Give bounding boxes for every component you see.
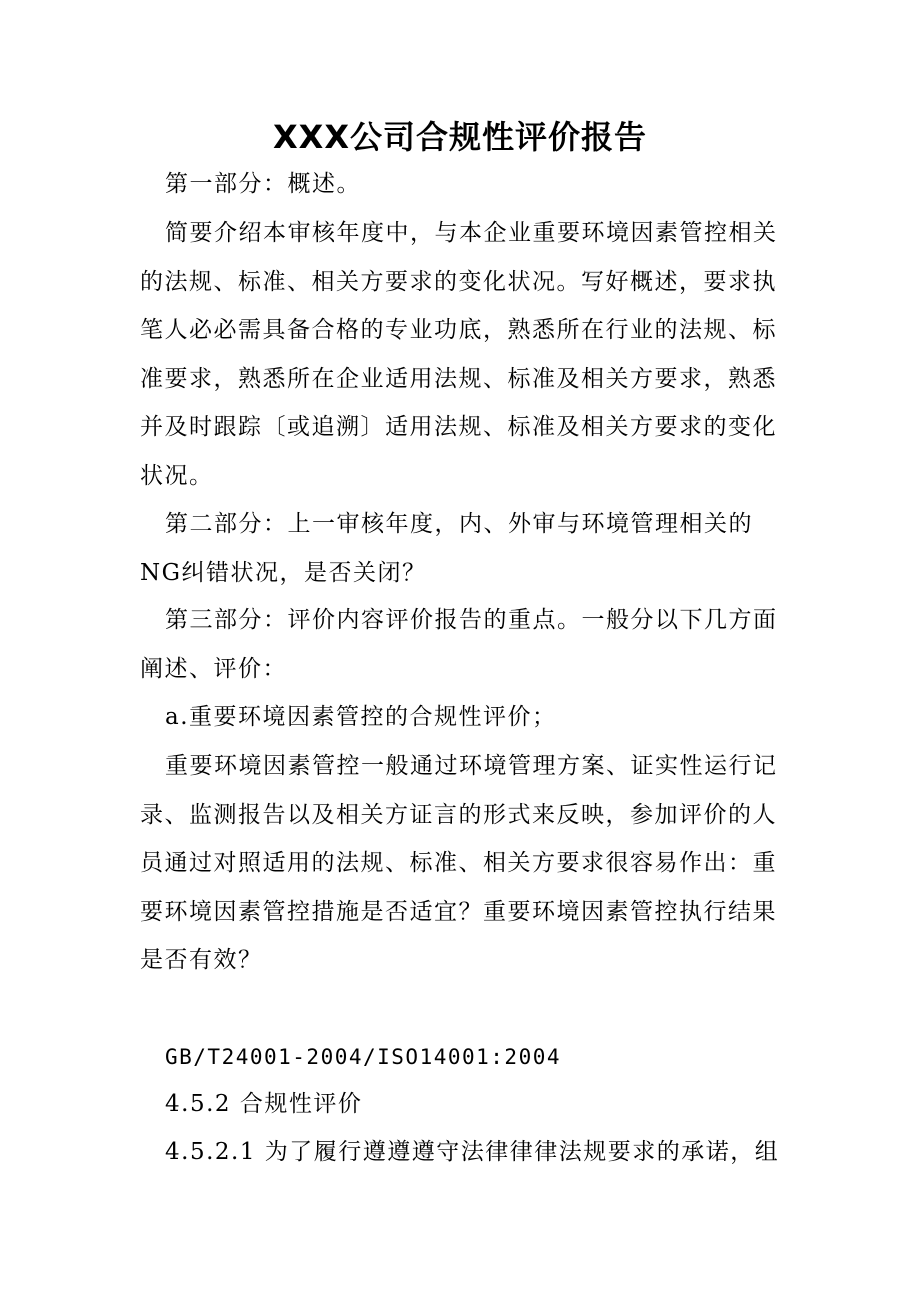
paragraph-item-a: a.重要环境因素管控的合规性评价； xyxy=(165,704,557,730)
paragraph-part-three: 第三部分：评价内容评价报告的重点。一般分以下几方面阐述、评价： xyxy=(140,607,778,682)
paragraph-item-a-body: 重要环境因素管控一般通过环境管理方案、证实性运行记录、监测报告以及相关方证言的形式来反映，参加评价的人员通过对照适用的法规、标准、相关方要求很容易作出：重要环境因素管控措施是否适宜？重要环境因素管控执行结果是否有效？ xyxy=(140,753,778,973)
paragraph-part-two: 第二部分：上一审核年度，内、外审与环境管理相关的NG纠错状况，是否关闭？ xyxy=(140,511,753,586)
document-title: XXX公司合规性评价报告 xyxy=(272,118,648,156)
paragraph-section-4-5-2-1: 4.5.2.1 为了履行遵遵遵守法律律律法规要求的承诺，组 xyxy=(165,1139,780,1165)
paragraph-overview-body: 简要介绍本审核年度中，与本企业重要环境因素管控相关的法规、标准、相关方要求的变化状况。写好概述，要求执笔人必必需具备合格的专业功底，熟悉所在行业的法规、标准要求，熟悉所在企业适用法规、标准及相关方要求，熟悉并及时跟踪〔或追溯〕适用法规、标准及相关方要求的变化状况。 xyxy=(140,220,778,489)
paragraph-standard-reference: GB/T24001-2004/ISO14001:2004 xyxy=(165,1045,562,1069)
paragraph-part-one-heading: 第一部分：概述。 xyxy=(165,171,361,197)
paragraph-section-4-5-2: 4.5.2 合规性评价 xyxy=(165,1091,363,1117)
